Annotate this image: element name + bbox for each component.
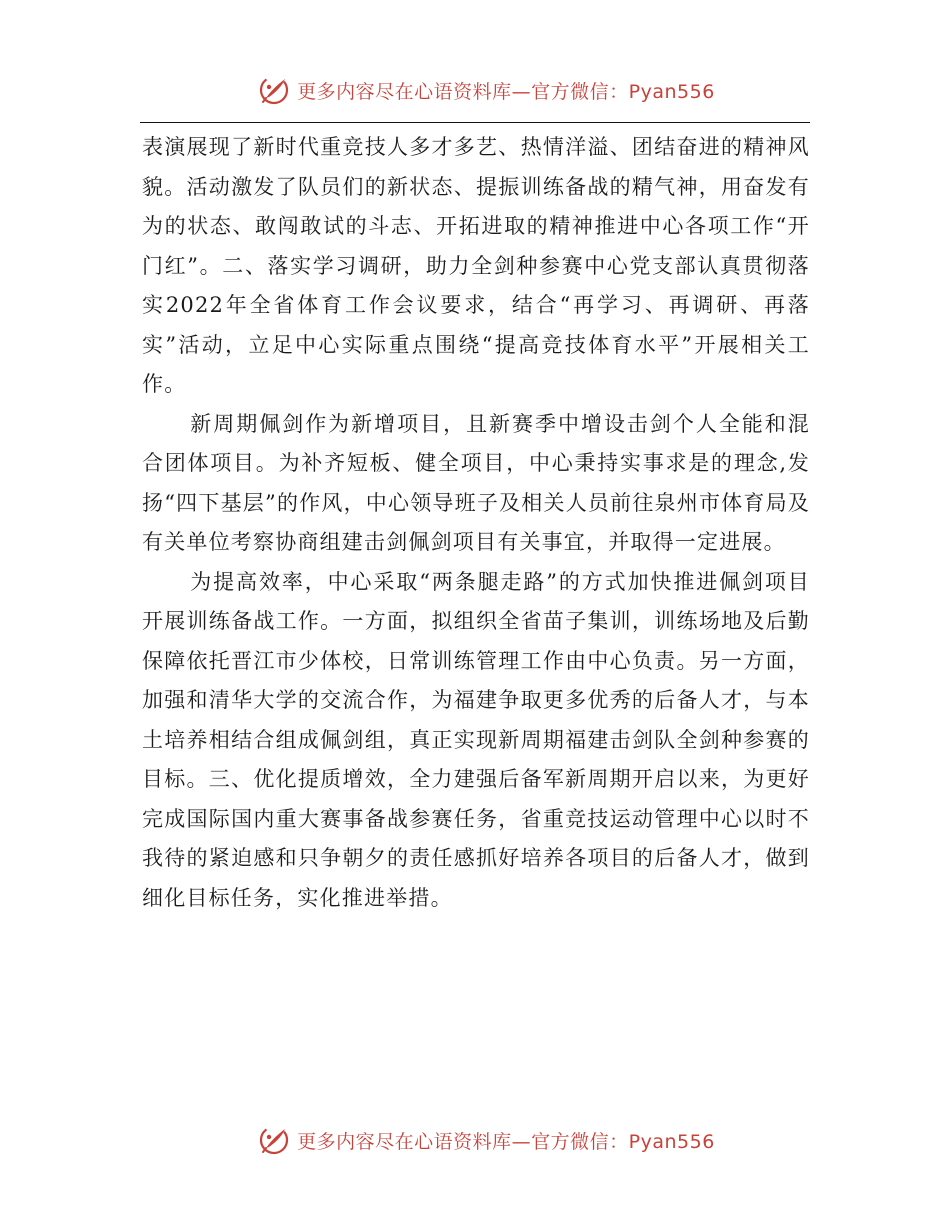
- header-brand: [257, 73, 715, 107]
- quill-logo-icon: [257, 1123, 291, 1157]
- document-body: [142, 128, 810, 918]
- header-watermark: [0, 70, 950, 110]
- paragraph-3: 为提高效率，中心采取“两条腿走路”的方式加快推进佩剑项目开展训练备战工作。一方面，拟组织全省苗子集训，训练场地及后勤保障依托晋江市少体校，日常训练管理工作由中心负责。另一方面，加强和清华大学的交流合作，为福建争取更多优秀的后备人才，与本土培养相结合组成佩剑组，真正实现新周期福建击剑队全剑种参赛的目标。三、优化提质增效，全力建强后备军新周期开启以来，为更好完成国际国内重大赛事备战参赛任务，省重竞技运动管理中心以时不我待的紧迫感和只争朝夕的责任感抓好培养各项目的后备人才，做到细化目标任务，实化推进举措。: [142, 569, 810, 910]
- footer-brand: [257, 1123, 715, 1157]
- header-brand-text: 更多内容尽在心语资料库—官方微信：Pyan556: [297, 80, 715, 103]
- quill-logo-icon: [257, 73, 291, 107]
- footer-brand-text: 更多内容尽在心语资料库—官方微信：Pyan556: [297, 1130, 715, 1153]
- header-rule: [140, 122, 810, 123]
- paragraph-1: 表演展现了新时代重竞技人多才多艺、热情洋溢、团结奋进的精神风貌。活动激发了队员们的新状态、提振训练备战的精气神，用奋发有为的状态、敢闯敢试的斗志、开拓进取的精神推进中心各项工作“开门红”。二、落实学习调研，助力全剑种参赛中心党支部认真贯彻落实2022年全省体育工作会议要求，结合“再学习、再调研、再落实”活动，立足中心实际重点围绕“提高竞技体育水平”开展相关工作。: [142, 135, 810, 396]
- paragraph-2: 新周期佩剑作为新增项目，且新赛季中增设击剑个人全能和混合团体项目。为补齐短板、健全项目，中心秉持实事求是的理念,发扬“四下基层”的作风，中心领导班子及相关人员前往泉州市体育局及有关单位考察协商组建击剑佩剑项目有关事宜，并取得一定进展。: [142, 411, 810, 554]
- footer-watermark: [0, 1120, 950, 1160]
